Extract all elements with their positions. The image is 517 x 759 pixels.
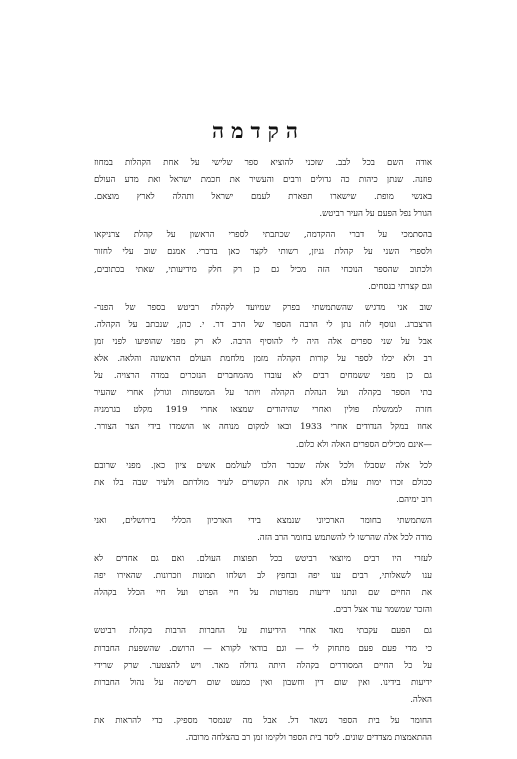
- text-line: הרצברג. ונוסף לזה נתן לי הרבה הספר של הרב דר. י. כהן, שנכתב על הקהלה.: [94, 319, 432, 330]
- text-line: כי מדי פעם פעם מתחוק לי — וגם בודאי לקורא — הרושם. שהשפעת החברות: [94, 643, 432, 654]
- text-line: מודה לכל אלה שהרשו לי להשתמש בחומר הרב הזה.: [257, 532, 432, 543]
- text-line: אודה השם בכל לבב. שזכני להוציא ספר שלישי על אחת הקהלות במחוז: [94, 158, 432, 168]
- text-line: ולספרי השני על קהלת גניזן, רשותי לקצר כאן בדברי. אמנם שוב עלי לחזור: [94, 247, 432, 258]
- text-line: פוזנה. שנתן כיהות כה גדולים ורבים והעשיר את חכמת ישראל ואת מדע העולם: [94, 175, 432, 186]
- text-line: ידיעות בידינו. ואין שום דין וחשבון ואין כמעט שום רשימה על נהול החברות: [94, 677, 432, 688]
- text-line: הגורל נפל הפעם על העיר רביטש.: [319, 209, 432, 220]
- text-line: בתי הספר בקהלה ועל הנהלת הקהלה ויותר על המשפחות וגורלן אחרי שהעיר: [94, 388, 432, 399]
- text-line: ככולם זכרו ימות עולם ולא נתקו את הקשרים לעיר מולדתם ולעיר שבה בלו את: [94, 477, 432, 488]
- text-line: את החיים שם ונתנו ידיעות מפורטות על חיי הפרט ועל חיי הכלל בקהלה: [94, 588, 432, 599]
- text-line: האלה.: [410, 694, 432, 705]
- text-line: והזכר שמשמר עוד אצל רבים.: [332, 605, 432, 616]
- text-line: וגם קצרתי בנסחים.: [368, 281, 432, 292]
- text-line: גם הפעם עקבתי מאד אחרי הידיעות על החברות הרבות בקהלת רביטש: [94, 626, 432, 637]
- body-text: [94, 155, 432, 751]
- text-line: אחוז במקל הנדודים אחרי 1933 ובאו למקום מנוחה או הושמדו בידי הצר הצורר.: [94, 422, 432, 433]
- text-line: על כל החיים המסודרים בקהלה היתה גדולה מאד. ויש להצטער. שרק שרידי: [94, 660, 432, 671]
- paragraph: [94, 623, 432, 708]
- text-line: השתמשתי בחומר הארכיוני שנמצא בידי הארכיון הכללי בירושלים, ואני: [94, 515, 432, 526]
- paragraph: [94, 551, 432, 619]
- paragraph: [94, 458, 432, 509]
- text-line: ולכתוב שהספר הנוכחי הזה מכיל גם כן רק חלק מידיעותי, שאתי בכתובים,: [94, 264, 432, 275]
- text-line: לכל אלה שסבלו ולכל אלה שכבר הלכו לעולמם אשים ציון כאן. מפני שרובם: [94, 460, 432, 471]
- text-line: לעזרי היו רבים מיוצאי רביטש בכל תפוצות העולם. ואם גם אחדים לא: [94, 554, 432, 565]
- paragraph: [94, 155, 432, 223]
- text-line: רב ולא יכלו לספר על קורות הקהלה מזמן מלחמת העולם הראשונה והלאה. אלא: [94, 354, 432, 365]
- text-line: —אינם מכילים הספרים האלה ולא כלום.: [295, 439, 432, 450]
- text-line: שוב אני מדגיש שהשתמשתי בפרק שמיועד לקהלת רביטש בספר של הפנר-: [94, 302, 432, 313]
- text-line: גם כן מפני ששמחים רבים לא עובדו מהמחברים הנזכרים במדה הרצויה. על: [94, 371, 432, 382]
- text-line: ענו לשאלותי, רבים ענו יפה ובחפץ לב ושלחו תמונות וזכרונות. שהאירו יפה: [94, 571, 432, 582]
- text-line: אבל על שני ספרים אלה היה לי להוסיף הרבה. לא רק מפני שהופיעו לפני זמן: [94, 336, 432, 347]
- text-line: רוב ימיהם.: [396, 494, 432, 505]
- paragraph: [94, 713, 432, 747]
- text-line: חזרה לממשלת פולין ואחרי שהיהודים שמצאו אחרי 1919 מקלט בגרמניה: [94, 405, 432, 416]
- paragraph: [94, 300, 432, 454]
- paragraph: [94, 513, 432, 547]
- text-line: בהסתמכי על דברי ההקדמה, שכתבתי לספרי הראשון על קהלת צרניקאו: [94, 230, 432, 241]
- page-title: הקדמה: [212, 118, 305, 143]
- paragraph: [94, 227, 432, 295]
- text-line: ההתאמצות מצדדים שונים. ליסד בית הספר ולקימו זמן רב בהצלחה מרובה.: [185, 733, 432, 743]
- text-line: החומר על בית הספר נשאר דל. אבל מה שנמסר מספיק. כדי להראות את: [94, 715, 432, 726]
- text-line: באנשי מופת. שישארו תפארת לעמם ישראל ותהלה לארץ מוצאם.: [94, 192, 432, 203]
